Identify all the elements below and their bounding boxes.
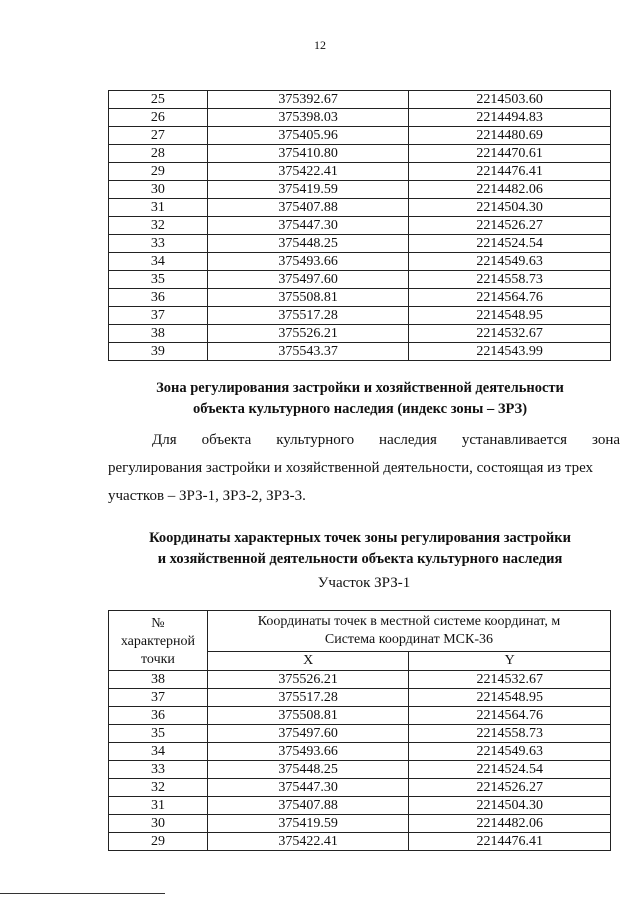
y-coordinate-cell: 2214549.63 [409, 253, 611, 271]
point-number-cell: 33 [109, 235, 208, 253]
y-coordinate-cell: 2214548.95 [409, 307, 611, 325]
coordinates-heading-line-2: и хозяйственной деятельности объекта культурного наследия [157, 551, 563, 567]
coordinates-heading-line-1: Координаты характерных точек зоны регулирования застройки [149, 530, 571, 546]
zone-description-paragraph [108, 426, 620, 510]
paragraph-word: наследия [379, 432, 437, 448]
x-coordinate-cell: 375497.60 [207, 725, 409, 743]
header-coordinates [207, 611, 610, 652]
table-row [109, 833, 611, 851]
y-coordinate-cell: 2214526.27 [409, 779, 611, 797]
table-row [109, 325, 611, 343]
point-number-cell: 30 [109, 181, 208, 199]
table-row [109, 199, 611, 217]
x-coordinate-cell: 375405.96 [207, 127, 409, 145]
x-coordinate-cell: 375422.41 [207, 163, 409, 181]
x-coordinate-cell: 375419.59 [207, 181, 409, 199]
y-coordinate-cell: 2214543.99 [409, 343, 611, 361]
point-number-cell: 28 [109, 145, 208, 163]
table-row [109, 163, 611, 181]
table-row [109, 779, 611, 797]
table-row [109, 307, 611, 325]
y-coordinate-cell: 2214548.95 [409, 689, 611, 707]
y-coordinate-cell: 2214476.41 [409, 163, 611, 181]
point-number-cell: 25 [109, 91, 208, 109]
table-row [109, 181, 611, 199]
paragraph-word: Для [152, 432, 177, 448]
header-point-line: характерной [120, 633, 196, 649]
table-row [109, 289, 611, 307]
y-coordinate-cell: 2214470.61 [409, 145, 611, 163]
table-row [109, 127, 611, 145]
point-number-cell: 35 [109, 725, 208, 743]
table-row [109, 253, 611, 271]
x-coordinate-cell: 375517.28 [207, 689, 409, 707]
header-point-number [109, 611, 208, 671]
x-coordinate-cell: 375526.21 [207, 671, 409, 689]
header-coordinates-line: Координаты точек в местной системе координат, м [257, 614, 561, 629]
y-coordinate-cell: 2214532.67 [409, 325, 611, 343]
point-number-cell: 31 [109, 199, 208, 217]
header-point-line: № [151, 615, 165, 631]
header-y: Y [409, 652, 611, 671]
x-coordinate-cell: 375526.21 [207, 325, 409, 343]
x-coordinate-cell: 375497.60 [207, 271, 409, 289]
header-x: X [207, 652, 409, 671]
table-row [109, 145, 611, 163]
table-row [109, 343, 611, 361]
header-coordinates-line: Система координат МСК-36 [324, 632, 494, 647]
x-coordinate-cell: 375493.66 [207, 253, 409, 271]
y-coordinate-cell: 2214564.76 [409, 707, 611, 725]
y-coordinate-cell: 2214524.54 [409, 761, 611, 779]
x-coordinate-cell: 375508.81 [207, 289, 409, 307]
coordinates-table-body [109, 671, 611, 851]
x-coordinate-cell: 375447.30 [207, 217, 409, 235]
point-number-cell: 36 [109, 707, 208, 725]
table-row [109, 725, 611, 743]
point-number-cell: 37 [109, 689, 208, 707]
point-number-cell: 30 [109, 815, 208, 833]
x-coordinate-cell: 375422.41 [207, 833, 409, 851]
table-row [109, 235, 611, 253]
x-coordinate-cell: 375493.66 [207, 743, 409, 761]
section-heading-line-2: объекта культурного наследия (индекс зоны – ЗРЗ) [192, 401, 528, 417]
paragraph-line-3: участков – ЗРЗ-1, ЗРЗ-2, ЗРЗ-3. [108, 488, 306, 504]
y-coordinate-cell: 2214504.30 [409, 797, 611, 815]
point-number-cell: 34 [109, 253, 208, 271]
plot-subtitle: Участок ЗРЗ-1 [317, 575, 411, 591]
y-coordinate-cell: 2214524.54 [409, 235, 611, 253]
point-number-cell: 38 [109, 325, 208, 343]
coordinates-table-continued [108, 90, 611, 361]
x-coordinate-cell: 375407.88 [207, 199, 409, 217]
paragraph-line-2: регулирования застройки и хозяйственной деятельности, состоящая из трех [108, 460, 594, 476]
y-coordinate-cell: 2214504.30 [409, 199, 611, 217]
table-row [109, 217, 611, 235]
y-coordinate-cell: 2214480.69 [409, 127, 611, 145]
point-number-cell: 32 [109, 217, 208, 235]
x-coordinate-cell: 375419.59 [207, 815, 409, 833]
point-number-cell: 29 [109, 163, 208, 181]
point-number-cell: 31 [109, 797, 208, 815]
table-row [109, 707, 611, 725]
coordinates-table-zrz1 [108, 610, 611, 851]
table-row [109, 109, 611, 127]
table-row [109, 91, 611, 109]
x-coordinate-cell: 375448.25 [207, 761, 409, 779]
coordinates-table-body [109, 91, 611, 361]
point-number-cell: 26 [109, 109, 208, 127]
section-heading [100, 378, 620, 420]
point-number-cell: 27 [109, 127, 208, 145]
point-number-cell: 38 [109, 671, 208, 689]
y-coordinate-cell: 2214476.41 [409, 833, 611, 851]
y-coordinate-cell: 2214558.73 [409, 725, 611, 743]
paragraph-line-1 [108, 426, 620, 454]
table-row [109, 815, 611, 833]
x-coordinate-cell: 375517.28 [207, 307, 409, 325]
table-row [109, 689, 611, 707]
point-number-cell: 35 [109, 271, 208, 289]
table-row [109, 671, 611, 689]
paragraph-word: культурного [276, 432, 355, 448]
y-coordinate-cell: 2214482.06 [409, 815, 611, 833]
point-number-cell: 33 [109, 761, 208, 779]
paragraph-word: устанавливается [461, 432, 568, 448]
table-row [109, 761, 611, 779]
table-row [109, 743, 611, 761]
footnote-separator [0, 893, 165, 894]
point-number-cell: 34 [109, 743, 208, 761]
x-coordinate-cell: 375448.25 [207, 235, 409, 253]
point-number-cell: 32 [109, 779, 208, 797]
y-coordinate-cell: 2214532.67 [409, 671, 611, 689]
y-coordinate-cell: 2214503.60 [409, 91, 611, 109]
x-coordinate-cell: 375407.88 [207, 797, 409, 815]
header-point-line: точки [141, 651, 175, 667]
table-row [109, 797, 611, 815]
x-coordinate-cell: 375447.30 [207, 779, 409, 797]
coordinates-heading [100, 528, 620, 570]
y-coordinate-cell: 2214526.27 [409, 217, 611, 235]
point-number-cell: 39 [109, 343, 208, 361]
page-number: 12 [314, 38, 326, 52]
point-number-cell: 29 [109, 833, 208, 851]
point-number-cell: 36 [109, 289, 208, 307]
x-coordinate-cell: 375543.37 [207, 343, 409, 361]
table-row [109, 271, 611, 289]
paragraph-word: объекта [201, 432, 252, 448]
y-coordinate-cell: 2214549.63 [409, 743, 611, 761]
x-coordinate-cell: 375410.80 [207, 145, 409, 163]
section-heading-line-1: Зона регулирования застройки и хозяйственной деятельности [156, 380, 564, 396]
y-coordinate-cell: 2214564.76 [409, 289, 611, 307]
paragraph-word: зона [591, 432, 621, 448]
point-number-cell: 37 [109, 307, 208, 325]
y-coordinate-cell: 2214482.06 [409, 181, 611, 199]
y-coordinate-cell: 2214558.73 [409, 271, 611, 289]
x-coordinate-cell: 375392.67 [207, 91, 409, 109]
x-coordinate-cell: 375398.03 [207, 109, 409, 127]
x-coordinate-cell: 375508.81 [207, 707, 409, 725]
y-coordinate-cell: 2214494.83 [409, 109, 611, 127]
